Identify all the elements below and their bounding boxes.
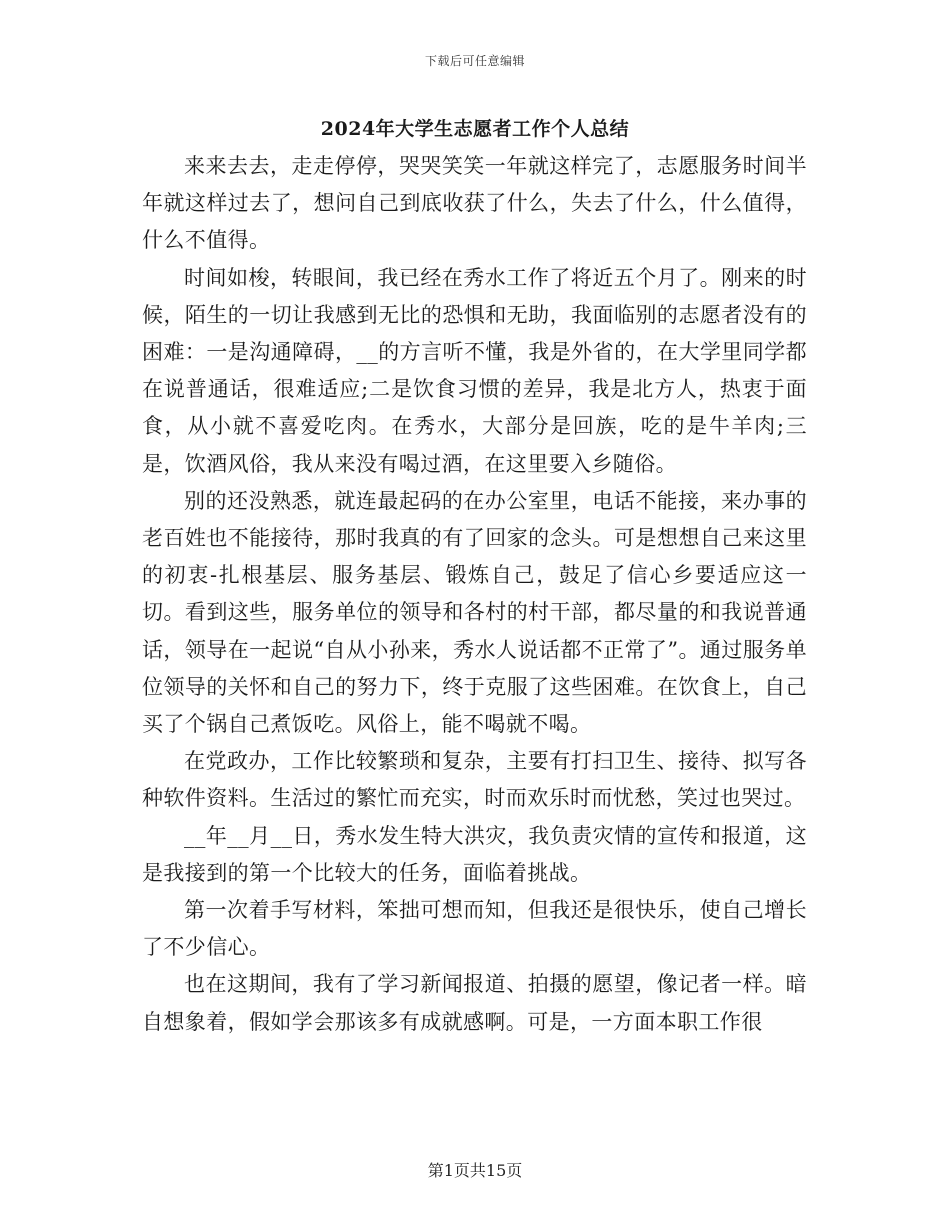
page-indicator: 第1页共15页	[427, 1161, 523, 1180]
document-title: 2024年大学生志愿者工作个人总结	[320, 118, 630, 140]
paragraph: 第一次着手写材料，笨拙可想而知，但我还是很快乐，使自己增长了不少信心。	[142, 898, 807, 960]
header-note: 下载后可任意编辑	[424, 54, 525, 68]
paragraph: __年__月__日，秀水发生特大洪灾，我负责灾情的宣传和报道，这是我接到的第一个比较大的任务，面临着挑战。	[142, 823, 807, 885]
paragraph: 时间如梭，转眼间，我已经在秀水工作了将近五个月了。刚来的时候，陌生的一切让我感到无比的恐惧和无助，我面临别的志愿者没有的困难：一是沟通障碍，__的方言听不懂，我是外省的，在大学里同学都在说普通话，很难适应;二是饮食习惯的差异，我是北方人，热衷于面食，从小就不喜爱吃肉。在秀水，大部分是回族，吃的是牛羊肉;三是，饮酒风俗，我从来没有喝过酒，在这里要入乡随俗。	[142, 265, 807, 476]
document-body	[142, 148, 807, 1041]
paragraph: 别的还没熟悉，就连最起码的在办公室里，电话不能接，来办事的老百姓也不能接待，那时我真的有了回家的念头。可是想想自己来这里的初衷-扎根基层、服务基层、锻炼自己，鼓足了信心乡要适应这一切。看到这些，服务单位的领导和各村的村干部，都尽量的和我说普通话，领导在一起说“自从小孙来，秀水人说话都不正常了”。通过服务单位领导的关怀和自己的努力下，终于克服了这些困难。在饮食上，自己买了个锅自己煮饭吃。风俗上，能不喝就不喝。	[142, 488, 807, 737]
paragraph: 也在这期间，我有了学习新闻报道、拍摄的愿望，像记者一样。暗自想象着，假如学会那该多有成就感啊。可是，一方面本职工作很	[142, 972, 807, 1034]
paragraph: 来来去去，走走停停，哭哭笑笑一年就这样完了，志愿服务时间半年就这样过去了，想问自己到底收获了什么，失去了什么，什么值得，什么不值得。	[142, 154, 807, 253]
paragraph: 在党政办，工作比较繁琐和复杂，主要有打扫卫生、接待、拟写各种软件资料。生活过的繁忙而充实，时而欢乐时而忧愁，笑过也哭过。	[142, 749, 807, 811]
